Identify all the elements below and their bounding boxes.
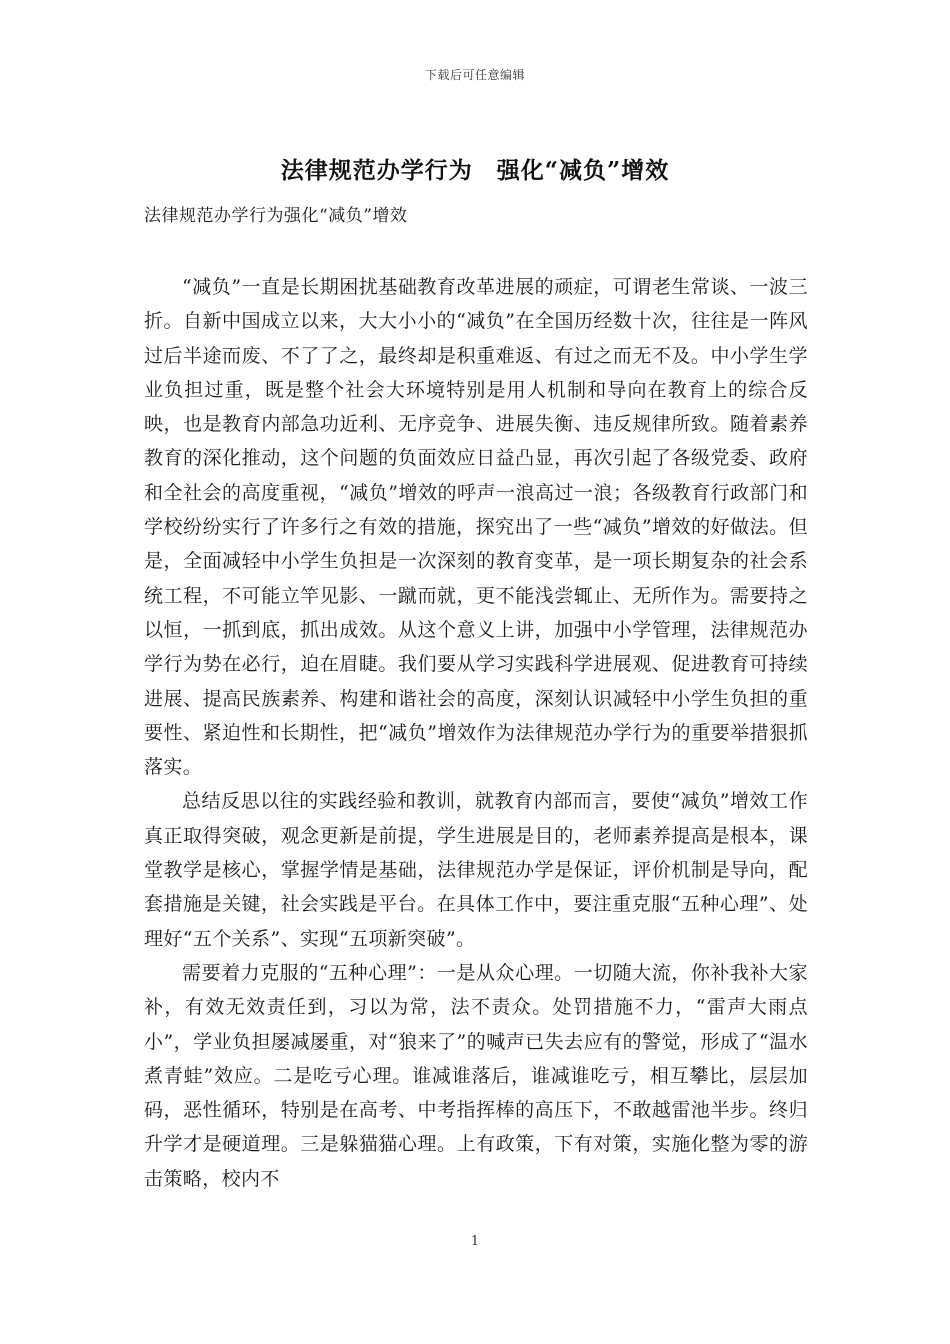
- document-subtitle: 法律规范办学行为强化“减负”增效: [144, 206, 408, 226]
- paragraph-1: “减负”一直是长期困扰基础教育改革进展的顽症，可谓老生常谈、一波三折。自新中国成立以来，大大小小的“减负”在全国历经数十次，往往是一阵风过后半途而废、不了了之，最终却是积重难返、有过之而无不及。中小学生学业负担过重，既是整个社会大环境特别是用人机制和导向在教育上的综合反映，也是教育内部急功近利、无序竞争、进展失衡、违反规律所致。随着素养教育的深化推动，这个问题的负面效应日益凸显，再次引起了各级党委、政府和全社会的高度重视，“减负”增效的呼声一浪高过一浪；各级教育行政部门和学校纷纷实行了许多行之有效的措施，探究出了一些“减负”增效的好做法。但是，全面减轻中小学生负担是一次深刻的教育变革，是一项长期复杂的社会系统工程，不可能立竿见影、一蹴而就，更不能浅尝辄止、无所作为。需要持之以恒，一抓到底，抓出成效。从这个意义上讲，加强中小学管理，法律规范办学行为势在必行，迫在眉睫。我们要从学习实践科学进展观、促进教育可持续进展、提高民族素养、构建和谐社会的高度，深刻认识减轻中小学生负担的重要性、紧迫性和长期性，把“减负”增效作为法律规范办学行为的重要举措狠抓落实。: [144, 276, 808, 779]
- document-title: 法律规范办学行为 强化“减负”增效: [280, 157, 670, 184]
- document-body: [144, 270, 808, 1196]
- paragraph-2: 总结反思以往的实践经验和教训，就教育内部而言，要使“减负”增效工作真正取得突破，观念更新是前提，学生进展是目的，老师素养提高是根本，课堂教学是核心，掌握学情是基础，法律规范办学是保证，评价机制是导向，配套措施是关键，社会实践是平台。在具体工作中，要注重克服“五种心理”、处理好“五个关系”、实现“五项新突破”。: [144, 790, 808, 950]
- paragraph-3: 需要着力克服的“五种心理”：一是从众心理。一切随大流，你补我补大家补，有效无效责任到，习以为常，法不责众。处罚措施不力，“雷声大雨点小”，学业负担屡减屡重，对“狼来了”的喊声已失去应有的警觉，形成了“温水煮青蛙”效应。二是吃亏心理。谁减谁落后，谁减谁吃亏，相互攀比，层层加码，恶性循环，特别是在高考、中考指挥棒的高压下，不敢越雷池半步。终归升学才是硬道理。三是躲猫猫心理。上有政策，下有对策，实施化整为零的游击策略，校内不: [144, 961, 808, 1190]
- page-number: 1: [470, 1234, 480, 1249]
- header-note: 下载后可任意编辑: [424, 68, 525, 82]
